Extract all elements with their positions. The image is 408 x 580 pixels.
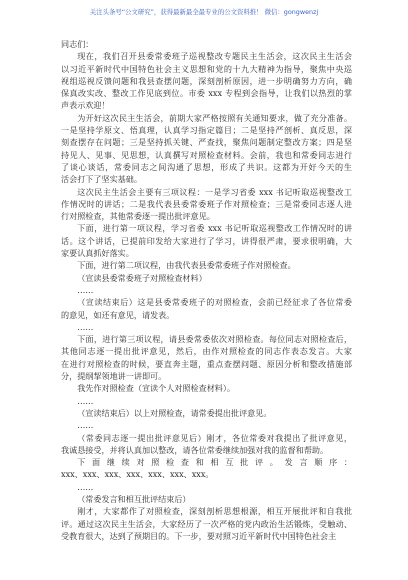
- paragraph: [61, 456, 352, 481]
- text-line: 持见人、见事、见思想，认真撰写对照检查材料。会前，我也和常委同志进行: [61, 149, 352, 160]
- text-line: 现在，我们召开县委常委班子巡视整改专题民主生活会，这次民主生活会: [77, 51, 352, 62]
- text-line: ……: [77, 321, 94, 332]
- paragraph: [61, 284, 352, 296]
- text-line: 为开好这次民主生活会，前期大家严格按照有关通知要求，做了充分准备。: [77, 112, 352, 123]
- paragraph: [61, 321, 352, 333]
- text-line: 在进行对照检查的时候，要直奔主题，重点查摆问题、原因分析和整改措施部: [61, 358, 352, 369]
- text-line: 话。这个讲话，已提前印发给大家进行了学习，讲得很严肃，要求很明确，大: [61, 235, 352, 246]
- text-line: 刚才，大家都作了对照检查，深刻剖析思想根源，相互开展批评和自我批: [77, 506, 352, 517]
- paragraph: [61, 382, 352, 394]
- text-line: 行对照检查，其他常委逐一提出批评意见。: [61, 211, 215, 222]
- text-line: （常委发言和相互批评结束后）: [77, 493, 191, 504]
- paragraph: [61, 481, 352, 493]
- text-line: 了谈心谈话，常委同志之间沟通了思想，形成了共识。这都为开好今天的生: [61, 161, 352, 172]
- document-body: [61, 38, 352, 542]
- text-line: 声表示欢迎！: [61, 100, 110, 111]
- text-line: 评。通过这次民主生活会，大家经历了一次严格的党内政治生活锻炼，受触动、: [61, 518, 352, 529]
- text-line: ……: [77, 395, 94, 406]
- promo-banner: 关注头条号“公文研究”，获得最新最全最专业的公文资料推！ 微信：gongwenzj: [89, 8, 319, 16]
- text-line: ……: [77, 284, 94, 295]
- text-line: 我诚恳接受，并将认真加以整改，请各位常委继续加强对我的监督和帮助。: [61, 444, 329, 455]
- text-line: 作情况时的讲话；二是我代表县委常委班子作对照检查；三是常委同志逐人进: [61, 198, 352, 209]
- text-line: （常委同志逐一提出批评意见后）刚才，各位常委对我提出了批评意见，: [77, 432, 352, 443]
- text-line: （宣读结束后）这是县委常委班子的对照检查，会前已经征求了各位常委: [77, 297, 352, 308]
- salutation: 同志们：: [61, 39, 94, 49]
- paragraph: [61, 222, 352, 259]
- paragraph: [61, 112, 352, 186]
- text-line: 视组巡视反馈问题和我县查摆问题，深刻剖析原因，进一步明确努力方向，确: [61, 75, 352, 86]
- text-line: 这次民主生活会主要有三项议程：一是学习省委 xxx 书记听取巡视整改工: [77, 186, 352, 197]
- text-line: 刻查摆存在问题；三是坚持抓关键、严查找，聚焦问题制定整改方案；四是坚: [61, 137, 352, 148]
- paragraph: [61, 272, 352, 284]
- paragraph: [61, 333, 352, 382]
- text-line: 分，提纲挈领地讲一讲即可。: [61, 371, 167, 382]
- text-line: 的意见，如还有意见，请发表。: [61, 309, 175, 320]
- text-line: ……: [77, 420, 94, 431]
- paragraph: [61, 50, 352, 111]
- text-line: 下面，进行第三项议程，请县委常委依次对照检查。每位同志对照检查后，: [77, 334, 352, 345]
- text-line: 一是坚持学原文、悟真理，认真学习指定篇目；二是坚持严剖析、真反思，深: [61, 125, 352, 136]
- paragraph: [61, 505, 352, 542]
- text-line: 下面，进行第一项议程，学习省委 xxx 书记听取巡视整改工作情况时的讲: [77, 223, 352, 234]
- text-line: xxx、xxx、xxx、xxx、xxx、xxx、xxx。: [61, 469, 214, 480]
- text-line: 其他同志逐一提出批评意见，然后，由作对照检查的同志作表态发言。大家: [61, 346, 352, 357]
- text-line: 保真改实改、整改工作见底到位。市委 xxx 专程到会指导，让我们以热烈的掌: [61, 88, 352, 99]
- text-line: 以习近平新时代中国特色社会主义思想和党的十九大精神为指导，聚焦中央巡: [61, 63, 352, 74]
- paragraph: [61, 432, 352, 457]
- text-line: 活会打下了坚实基础。: [61, 174, 142, 185]
- text-line: 受教育很大，达到了预期目的。下一步，要对照习近平新时代中国特色社会主: [61, 530, 337, 541]
- paragraph: [61, 419, 352, 431]
- paragraph: [61, 296, 352, 321]
- paragraph: [61, 493, 352, 505]
- text-line: 家要认真抓好落实。: [61, 248, 134, 259]
- text-line: ……: [77, 481, 94, 492]
- text-line: 下面，进行第二项议程，由我代表县委常委班子作对照检查。: [77, 260, 296, 271]
- text-line: 我先作对照检查（宣读个人对照检查材料）。: [77, 383, 236, 394]
- paragraph: [61, 395, 352, 407]
- text-line: 下面继续对照检查和相互批评。发言顺序：: [77, 457, 352, 468]
- text-line: （宣读县委常委班子对照检查材料）: [77, 272, 207, 283]
- text-line: （宣读结束后）以上对照检查，请常委提出批评意见。: [77, 407, 272, 418]
- paragraph: [61, 407, 352, 419]
- paragraph: [61, 259, 352, 271]
- paragraph: [61, 186, 352, 223]
